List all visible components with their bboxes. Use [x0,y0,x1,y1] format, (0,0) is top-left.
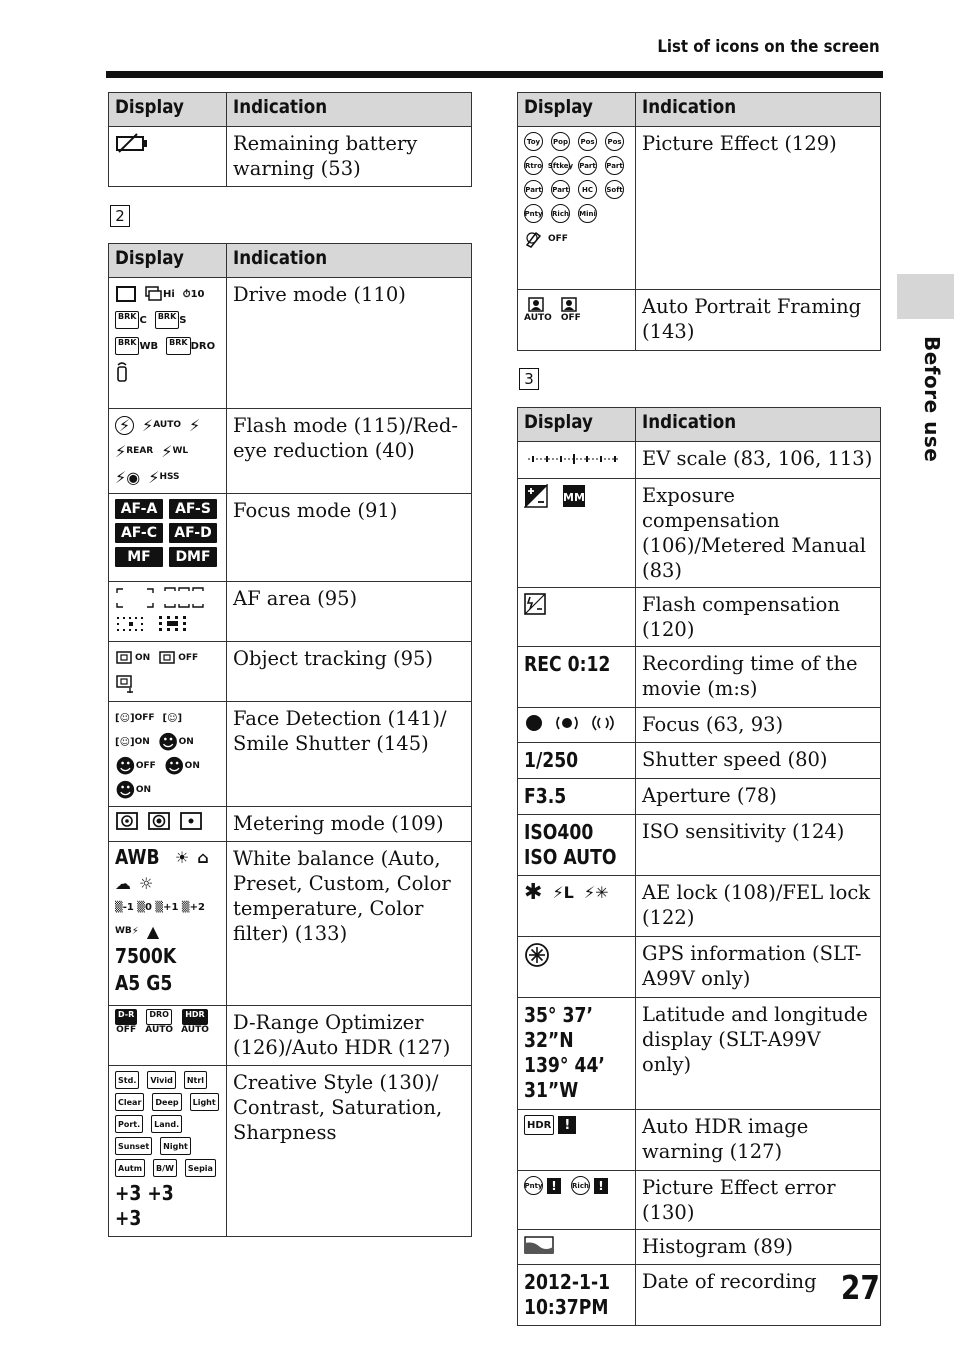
indication-cell: Face Detection (141)/ Smile Shutter (145) [227,702,472,807]
indication-cell: Auto HDR image warning (127) [636,1110,881,1171]
table-row [518,1110,881,1171]
indication-cell: GPS information (SLT-A99V only) [636,937,881,998]
indication-cell: Latitude and longitude display (SLT-A99V only) [636,998,881,1110]
col-display: Display [518,408,636,442]
tungsten-icon: ☼ [139,873,154,893]
display-cell [518,937,636,998]
custom-icon: ▲ [146,921,160,941]
side-tab [897,274,954,319]
display-cell [518,588,636,647]
bracket-wb-icon: BRK WB [115,335,158,357]
table-section-2 [108,243,472,1237]
smile-on-icon: ☻ ON [157,730,194,754]
aperture-value: F3.5 [524,784,567,808]
display-cell [518,743,636,779]
indication-cell: Histogram (89) [636,1230,881,1265]
section-2-marker: 2 [110,205,130,227]
warning-icon: ! [594,1178,608,1194]
recording-date-value: 2012-1-1 10:37PM [524,1270,611,1319]
fluor-icon: ▒-1 ▒0 ▒+1 ▒+2 [115,901,205,913]
indication-cell: Remaining battery warning (53) [227,127,472,187]
header-rule [106,71,883,78]
mf-icon: MF [115,547,163,567]
indication-cell: Focus mode (91) [227,494,472,582]
indication-cell: AF area (95) [227,582,472,642]
warning-icon: ! [558,1116,576,1134]
dro-auto-icon: DRO AUTO [145,1010,174,1035]
toy-icon: Toy [524,132,543,151]
indication-cell: Auto Portrait Framing (143) [636,290,881,351]
display-cell [109,842,227,1006]
smile-off-icon: ☻ OFF [115,754,156,778]
af-c-icon: AF-C [115,523,163,543]
svg-text:MM: MM [563,491,585,504]
af-a-icon: AF-A [115,499,163,519]
daylight-icon: ☀ [174,848,190,867]
warning-icon: ! [547,1178,561,1194]
pop-icon: Pop [551,132,570,151]
display-cell [518,127,636,290]
bracket-s-icon: BRK S [155,309,187,331]
style-light-icon: Light [190,1093,219,1111]
spot-icon [115,613,149,633]
display-cell [109,127,227,187]
indication-cell: Flash mode (115)/Red-eye reduction (40) [227,409,472,494]
shade-icon: ⌂ [197,848,209,867]
hc-bw-icon: HC [578,180,597,199]
hss-icon: ⚡ HSS [148,467,180,487]
indication-cell: Metering mode (109) [227,807,472,842]
table-section-3 [517,407,881,1326]
col-indication: Indication [636,408,881,442]
indication-cell: Aperture (78) [636,779,881,815]
bracket-c-icon: BRK C [115,309,147,331]
indication-cell: Focus (63, 93) [636,708,881,743]
table-row [518,876,881,937]
face-on-icon: [☺] ON [115,736,150,748]
table-row [518,1265,881,1326]
indication-cell: Creative Style (130)/ Contrast, Saturation, Sharpness [227,1066,472,1237]
flash-off-icon: ⚡ [115,416,134,435]
hdr-warning-icon [524,1115,629,1135]
style-std-icon: Std. [115,1071,139,1089]
face-off-icon: [☺] OFF [115,712,155,724]
col-display: Display [518,93,636,127]
gps-icon [524,942,550,968]
fill-flash-icon: ⚡ [189,415,201,435]
rich-error-icon: Rich [571,1176,590,1195]
rear-sync-icon: ⚡ REAR [115,441,154,461]
table-row [109,409,472,494]
multi-segment-icon [115,811,139,831]
display-cell [518,876,636,937]
indication-cell: D-Range Optimizer (126)/Auto HDR (127) [227,1006,472,1066]
flash-wb-icon: WB ⚡ [115,925,139,937]
table-row [109,702,472,807]
portrait-off-icon: OFF [560,295,582,325]
table-row [109,642,472,702]
pos-icon: Pos [578,132,597,151]
style-sunset-icon: Sunset [115,1137,152,1155]
table-row [518,479,881,588]
display-cell [109,582,227,642]
page-header: List of icons on the screen [657,37,880,57]
indication-cell: Picture Effect (129) [636,127,881,290]
side-tab-label: Before use [920,336,944,463]
display-cell [518,998,636,1110]
mini-icon: Mini [578,204,597,223]
display-cell [109,278,227,409]
indication-cell: Flash compensation (120) [636,588,881,647]
tracking-target-icon [115,673,137,695]
tracking-on-icon: ON [115,647,150,669]
table-row [109,582,472,642]
display-cell [518,290,636,351]
cloudy-icon: ☁ [115,873,131,893]
table-row [518,937,881,998]
center-weighted-icon [147,811,171,831]
indication-cell: Date of recording [636,1265,881,1326]
dr-off-icon: D-R OFF [116,1010,137,1035]
part-y-icon: Part [551,180,570,199]
table-row [518,708,881,743]
tracking-off-icon: OFF [158,647,198,669]
self-timer-10-icon: ⏱10 [182,288,205,300]
table-row [518,647,881,708]
fel-lock-icon: ⚡L [552,882,574,902]
single-shot-icon [115,284,137,304]
smile-on-3-icon: ☻ ON [115,778,152,802]
table-row [518,998,881,1110]
display-cell [518,708,636,743]
part-b-icon: Part [524,180,543,199]
table-row [109,1006,472,1066]
display-cell [518,1171,636,1230]
table-row [109,278,472,409]
histogram-icon [524,1235,554,1255]
color-filter-label: A5 G5 [115,971,173,995]
display-cell [109,409,227,494]
style-sepia-icon: Sepia [185,1159,216,1177]
fel-lock-2-icon: ⚡✳ [583,882,609,902]
af-s-icon: AF-S [169,499,217,519]
col-indication: Indication [227,244,472,278]
pnty-error-icon: Pnty [524,1176,543,1195]
table-row [518,1171,881,1230]
indication-cell: EV scale (83, 106, 113) [636,442,881,479]
focus-tracking-icon [554,713,580,733]
table-row [109,494,472,582]
rec-time-value: REC 0:12 [524,652,611,676]
focus-lock-icon [524,713,544,733]
color-temp-label: 7500K [115,944,177,968]
style-bw-icon: B/W [153,1159,177,1177]
style-autm-icon: Autm [115,1159,145,1177]
spot-meter-icon [179,811,203,831]
table-row [518,1230,881,1265]
display-cell [109,494,227,582]
indication-cell: White balance (Auto, Preset, Custom, Color temperature, Color filter) (133) [227,842,472,1006]
col-display: Display [109,93,227,127]
indication-cell: Exposure compensation (106)/Metered Manual (83) [636,479,881,588]
table-row [518,779,881,815]
display-cell [109,702,227,807]
shutter-speed-value: 1/250 [524,748,579,772]
wireless-icon: ⚡ WL [161,441,189,461]
af-d-icon: AF-D [169,523,217,543]
display-cell [518,779,636,815]
col-indication: Indication [227,93,472,127]
table-row [109,842,472,1006]
part-r-icon: Part [578,156,597,175]
display-cell [109,1006,227,1066]
remote-icon [115,361,129,383]
style-night-icon: Night [160,1137,191,1155]
bracket-dro-icon: BRK DRO [166,335,215,357]
style-clear-icon: Clear [115,1093,144,1111]
redeye-icon: ⚡◉ [115,467,141,487]
awb-label: AWB [115,845,160,869]
table-row [518,290,881,351]
table-row [518,442,881,479]
flash-comp-icon [524,593,546,615]
display-cell [109,807,227,842]
ae-lock-icon: ✱ [524,879,543,905]
style-deep-icon: Deep [152,1093,181,1111]
display-cell [518,479,636,588]
table-row [518,588,881,647]
part-g-icon: Part [605,156,624,175]
table-row [518,815,881,876]
display-cell [518,442,636,479]
style-port-icon: Port. [115,1115,143,1133]
indication-cell: ISO sensitivity (124) [636,815,881,876]
smile-on-2-icon: ☻ ON [163,754,200,778]
zone-icon [163,587,205,609]
flash-auto-icon: ⚡ AUTO [142,415,182,435]
local-icon [157,613,193,633]
dmf-icon: DMF [169,547,217,567]
rich-bw-icon: Rich [551,204,570,223]
style-ntrl-icon: Ntrl [184,1071,207,1089]
iso-value: ISO400 ISO AUTO [524,820,617,869]
style-adjust-values: +3 +3 +3 [115,1181,174,1230]
portrait-auto-icon: AUTO [524,295,552,325]
continuous-hi-icon: Hi [145,283,175,305]
soft-icon: Soft [605,180,624,199]
table-row [518,127,881,290]
metered-manual-icon [562,484,586,508]
indication-cell: Shutter speed (80) [636,743,881,779]
face-reg-icon: [☺] [162,712,183,724]
col-display: Display [109,244,227,278]
hdr-auto-icon: HDR AUTO [181,1010,209,1035]
hdr-box-icon: HDR [524,1115,554,1135]
style-land-icon: Land. [151,1115,182,1133]
sftkey-icon: Sftkey [551,156,570,175]
page-number: 27 [840,1268,880,1307]
indication-cell: AE lock (108)/FEL lock (122) [636,876,881,937]
section-3-marker: 3 [519,368,539,390]
table-row [109,127,472,187]
table-battery [108,92,472,187]
indication-cell: Recording time of the movie (m:s) [636,647,881,708]
indication-cell: Drive mode (110) [227,278,472,409]
col-indication: Indication [636,93,881,127]
ev-scale-icon [524,447,624,469]
table-row [109,807,472,842]
battery-warning-icon [115,132,149,154]
table-picture-effect [517,92,881,351]
display-cell [518,1230,636,1265]
display-cell [518,1265,636,1326]
indication-cell: Picture Effect error (130) [636,1171,881,1230]
display-cell [109,1066,227,1237]
display-cell [109,642,227,702]
table-row [109,1066,472,1237]
display-cell [518,815,636,876]
exposure-comp-icon [524,484,548,508]
indication-cell: Object tracking (95) [227,642,472,702]
effect-off-icon: OFF [524,228,629,250]
table-row [518,743,881,779]
focus-search-icon [590,713,616,733]
lat-long-value: 35° 37’ 32”N 139° 44’ 31”W [524,1003,605,1102]
pos-bw-icon: Pos [605,132,624,151]
display-cell [518,647,636,708]
rtro-icon: Rtro [524,156,543,175]
pnty-icon: Pnty [524,204,543,223]
display-cell [518,1110,636,1171]
style-vivid-icon: Vivid [147,1071,175,1089]
wide-area-icon [115,587,155,609]
